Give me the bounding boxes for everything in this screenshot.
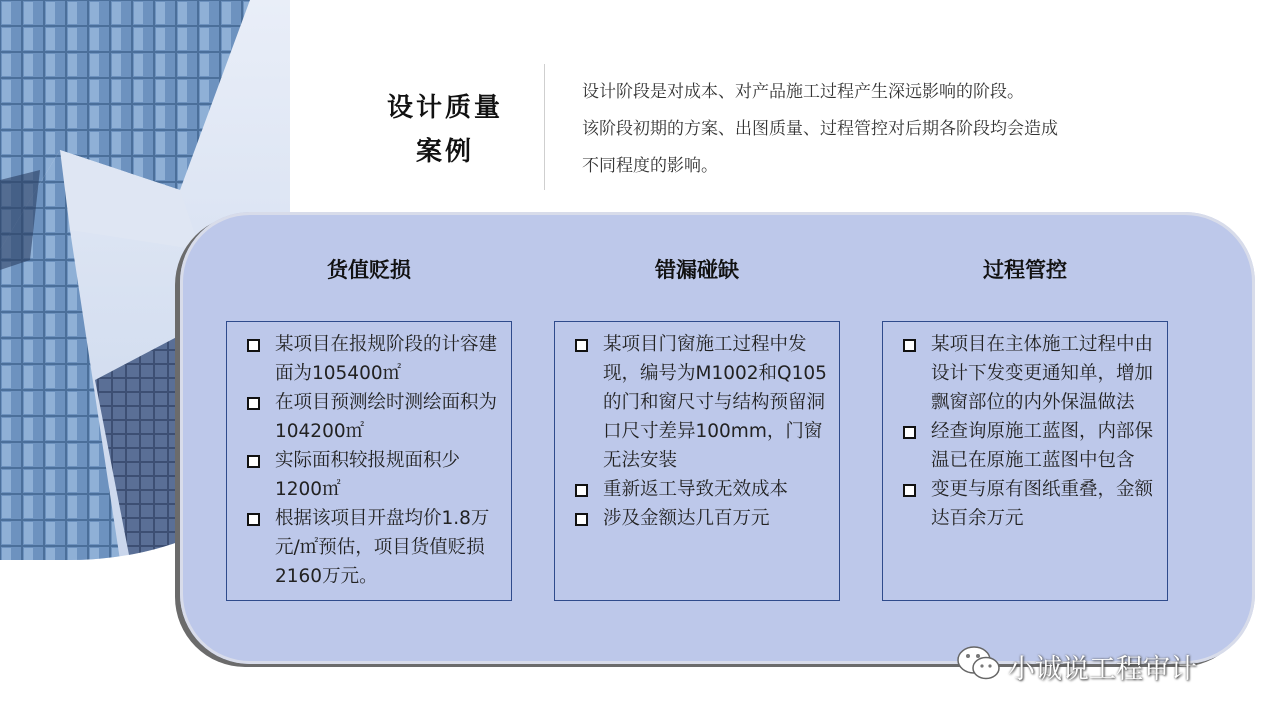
case-box-1 (226, 321, 512, 601)
square-bullet-icon (575, 339, 588, 352)
column-title-2: 错漏碰缺 (655, 258, 739, 282)
column-title-1: 货值贬损 (327, 258, 411, 282)
intro-text (582, 74, 1202, 185)
watermark (956, 644, 1197, 689)
square-bullet-icon (903, 339, 916, 352)
intro-line-1: 设计阶段是对成本、对产品施工过程产生深远影响的阶段。 (582, 82, 1024, 102)
wechat-icon (956, 644, 1002, 689)
list-item: 某项目门窗施工过程中发现，编号为M1002和Q105的门和窗尺寸与结构预留洞口尺寸差异100mm，门窗无法安装 (573, 330, 829, 475)
list-item: 实际面积较报规面积少1200㎡ (245, 446, 501, 504)
list-item: 在项目预测绘时测绘面积为104200㎡ (245, 388, 501, 446)
square-bullet-icon (247, 513, 260, 526)
case-box-2 (554, 321, 840, 601)
list-item: 某项目在报规阶段的计容建面为105400㎡ (245, 330, 501, 388)
list-item: 涉及金额达几百万元 (573, 504, 829, 533)
list-item: 某项目在主体施工过程中由设计下发变更通知单，增加飘窗部位的内外保温做法 (901, 330, 1157, 417)
watermark-text: 小诚说工程审计 (1008, 654, 1197, 685)
square-bullet-icon (575, 513, 588, 526)
square-bullet-icon (903, 426, 916, 439)
square-bullet-icon (575, 484, 588, 497)
square-bullet-icon (247, 339, 260, 352)
square-bullet-icon (247, 455, 260, 468)
square-bullet-icon (247, 397, 260, 410)
divider-line (544, 64, 545, 190)
heading-line-2: 案例 (415, 137, 474, 167)
list-item: 经查询原施工蓝图，内部保温已在原施工蓝图中包含 (901, 417, 1157, 475)
list-item: 根据该项目开盘均价1.8万元/㎡预估，项目货值贬损2160万元。 (245, 504, 501, 591)
list-item: 变更与原有图纸重叠，金额达百余万元 (901, 475, 1157, 533)
intro-line-2: 该阶段初期的方案、出图质量、过程管控对后期各阶段均会造成 (582, 119, 1058, 139)
case-box-3 (882, 321, 1168, 601)
list-item: 重新返工导致无效成本 (573, 475, 829, 504)
heading-line-1: 设计质量 (386, 93, 503, 123)
section-heading (360, 86, 530, 174)
column-title-3: 过程管控 (983, 258, 1067, 282)
intro-line-3: 不同程度的影响。 (582, 156, 718, 176)
square-bullet-icon (903, 484, 916, 497)
